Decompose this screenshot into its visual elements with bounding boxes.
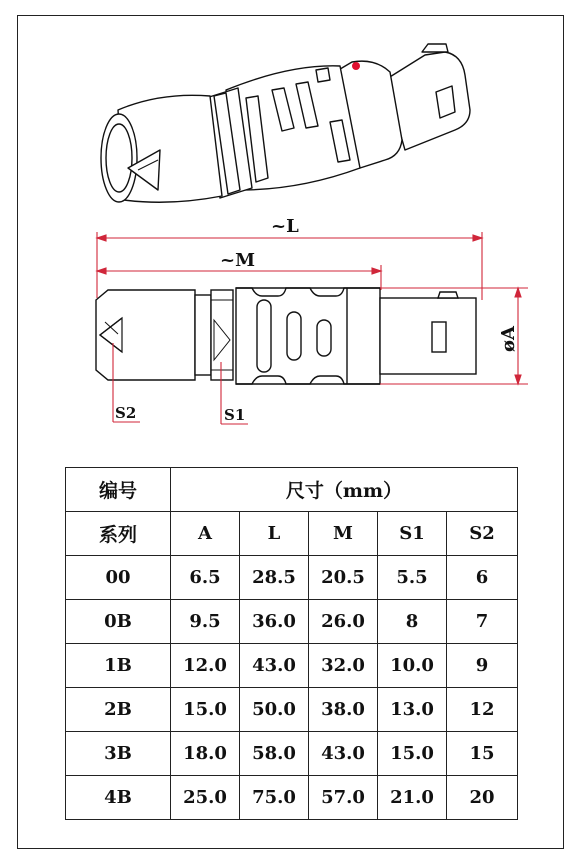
- table-row: [66, 688, 518, 732]
- dim-label-M: ~M: [220, 250, 256, 271]
- connector-3d-view: [101, 44, 470, 202]
- cell-series: 00: [66, 556, 171, 600]
- cell-series: 0B: [66, 600, 171, 644]
- cell-M: 26.0: [309, 600, 378, 644]
- column-header-M: M: [309, 512, 378, 556]
- cell-L: 43.0: [240, 644, 309, 688]
- cell-A: 12.0: [171, 644, 240, 688]
- table-row: [66, 556, 518, 600]
- cell-L: 36.0: [240, 600, 309, 644]
- cell-S2: 15: [447, 732, 518, 776]
- cell-M: 38.0: [309, 688, 378, 732]
- cell-S2: 9: [447, 644, 518, 688]
- column-header-L: L: [240, 512, 309, 556]
- dim-label-A: øA: [498, 326, 519, 352]
- cell-A: 6.5: [171, 556, 240, 600]
- dimension-table: [65, 467, 518, 820]
- column-header-S1: S1: [378, 512, 447, 556]
- cell-M: 32.0: [309, 644, 378, 688]
- table-row: [66, 776, 518, 820]
- table-row: [66, 644, 518, 688]
- cell-series: 4B: [66, 776, 171, 820]
- connector-side-view: [96, 288, 476, 384]
- table-column-row: [66, 512, 518, 556]
- dim-label-S2: S2: [115, 404, 137, 422]
- cell-L: 58.0: [240, 732, 309, 776]
- header-series: 系列: [66, 512, 171, 556]
- dim-label-S1: S1: [224, 406, 246, 424]
- cell-L: 28.5: [240, 556, 309, 600]
- cell-A: 9.5: [171, 600, 240, 644]
- cell-L: 75.0: [240, 776, 309, 820]
- cell-S1: 8: [378, 600, 447, 644]
- cell-S1: 10.0: [378, 644, 447, 688]
- dim-label-L: ~L: [271, 216, 299, 237]
- header-size: 尺寸（mm）: [171, 468, 518, 512]
- cell-M: 20.5: [309, 556, 378, 600]
- cell-L: 50.0: [240, 688, 309, 732]
- cell-A: 15.0: [171, 688, 240, 732]
- table-header-row: [66, 468, 518, 512]
- cell-M: 57.0: [309, 776, 378, 820]
- table-row: [66, 732, 518, 776]
- cell-A: 25.0: [171, 776, 240, 820]
- cell-S1: 21.0: [378, 776, 447, 820]
- cell-S2: 12: [447, 688, 518, 732]
- cell-S1: 5.5: [378, 556, 447, 600]
- cell-series: 1B: [66, 644, 171, 688]
- cell-S2: 20: [447, 776, 518, 820]
- column-header-S2: S2: [447, 512, 518, 556]
- column-header-A: A: [171, 512, 240, 556]
- header-code: 编号: [66, 468, 171, 512]
- cell-series: 3B: [66, 732, 171, 776]
- cell-S1: 13.0: [378, 688, 447, 732]
- cell-S1: 15.0: [378, 732, 447, 776]
- cell-M: 43.0: [309, 732, 378, 776]
- table-row: [66, 600, 518, 644]
- cell-A: 18.0: [171, 732, 240, 776]
- cell-series: 2B: [66, 688, 171, 732]
- cell-S2: 6: [447, 556, 518, 600]
- cell-S2: 7: [447, 600, 518, 644]
